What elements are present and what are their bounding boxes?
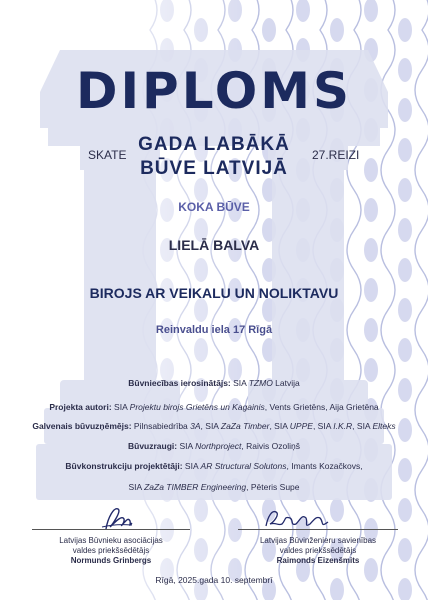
signatory-left-role: valdes priekšsēdētājs: [72, 546, 150, 555]
pattern-oval: [398, 178, 412, 202]
credit-entity: ZaZa Timber: [220, 421, 270, 431]
credit-text: SIA: [111, 402, 130, 412]
signatory-right-name: Raimonds Eizenšmits: [276, 556, 360, 565]
credit-line: [0, 482, 428, 492]
pattern-oval: [364, 0, 378, 22]
pattern-oval: [296, 0, 310, 22]
credit-text: SIA: [182, 461, 201, 471]
prize: LIELĀ BALVA: [168, 237, 260, 253]
credit-text: SIA: [128, 482, 145, 492]
credit-text: , SIA: [269, 421, 290, 431]
signatory-right: [228, 536, 408, 566]
credit-entity: TZMO: [248, 378, 273, 388]
pattern-oval: [398, 298, 412, 322]
credit-text: SIA: [177, 441, 196, 451]
pattern-oval: [398, 498, 412, 522]
credit-label: Būvkonstrukciju projektētāji:: [65, 461, 183, 471]
credit-text: Pilnsabiedrība: [131, 421, 191, 431]
credit-entity: AR Structural Solutons: [200, 461, 287, 471]
signatory-right-role: valdes priekšsēdētājs: [279, 546, 357, 555]
credit-label: Būvniecības ierosinātājs:: [128, 378, 231, 388]
signatory-left-name: Normunds Grinbergs: [70, 556, 152, 565]
credit-label: Projekta autori:: [49, 402, 112, 412]
category: KOKA BŪVE: [178, 200, 250, 214]
signatory-left-org: Latvijas Būvnieku asociācijas: [59, 536, 163, 545]
signatory-right-org: Latvijas Būvinženieru savienības: [259, 536, 377, 545]
credit-text: Latvija: [272, 378, 300, 388]
award-title-line2: BŪVE LATVIJĀ: [140, 158, 288, 179]
credit-text: , Vents Grietēns, Aija Grietēna: [264, 402, 379, 412]
credit-entity: 3A: [190, 421, 201, 431]
credit-entity: Projektu birojs Grietēns un Kagainis: [129, 402, 265, 412]
pattern-oval: [398, 338, 412, 362]
credit-line: [0, 441, 428, 451]
credit-text: , Raivis Ozoliņš: [241, 441, 300, 451]
credit-label: Galvenais būvuzņēmējs:: [32, 421, 132, 431]
credit-text: , SIA: [312, 421, 334, 431]
signatory-left: [21, 536, 201, 566]
credit-entity: ZaZa TIMBER Engineering: [144, 482, 247, 492]
pattern-oval: [262, 18, 276, 42]
credit-line: [0, 461, 428, 471]
pattern-oval: [398, 18, 412, 42]
credit-text: SIA: [230, 378, 249, 388]
credit-line: [0, 378, 428, 388]
project-address: Reinvaldu iela 17 Rīgā: [155, 324, 273, 336]
credit-text: , Imants Kozačkovs,: [286, 461, 363, 471]
credit-label: Būvuzraugi:: [128, 441, 178, 451]
issue-date: Rīgā, 2025.gada 10. septembrī: [155, 575, 273, 585]
signature-line-left: [32, 529, 190, 530]
credit-text: , SIA: [352, 421, 373, 431]
credit-line: [0, 402, 428, 412]
credit-entity: I.K.R: [333, 421, 353, 431]
credit-line: [0, 421, 428, 431]
pattern-oval: [398, 258, 412, 282]
credit-text: , SIA: [200, 421, 221, 431]
award-title-line1: GADA LABĀKĀ: [138, 134, 290, 155]
credit-entity: UPPE: [289, 421, 313, 431]
credit-entity: Northproject: [195, 441, 242, 451]
edition-label-right: 27.REIZI: [312, 148, 360, 162]
credit-entity: Elteks: [372, 421, 396, 431]
project-name: BIROJS AR VEIKALU UN NOLIKTAVU: [89, 285, 339, 301]
page-title: DIPLOMS: [75, 62, 353, 120]
credit-text: , Pēteris Supe: [246, 482, 300, 492]
edition-label-left: SKATE: [88, 148, 127, 162]
pattern-oval: [330, 18, 344, 42]
signature-line-right: [238, 529, 398, 530]
